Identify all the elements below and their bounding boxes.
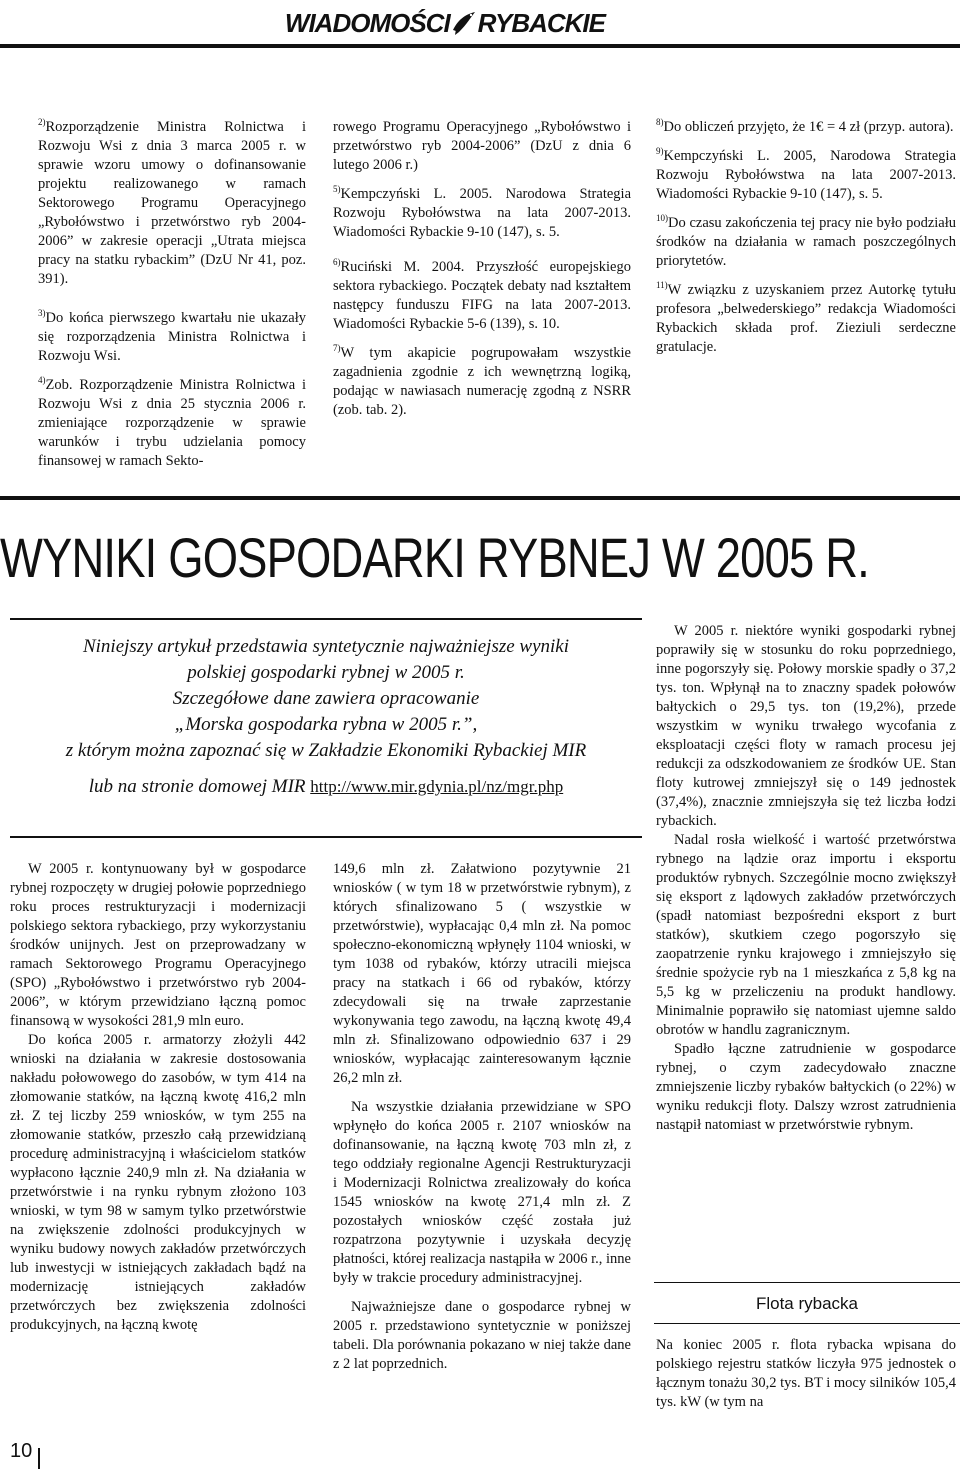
footnote-text: W związku z uzyskaniem przez Autorkę tytułu profesora „belwederskiego” redakcja Wiadomości Rybackich składa prof. Zieziuli serdeczne gratulacje. bbox=[656, 282, 956, 355]
footnote-text: Zob. Rozporządzenie Ministra Rolnictwa i Rozwoju Wsi z dnia 25 stycznia 2006 r. zmieniające rozporządzenie w sprawie warunków i trybu udzielania pomocy finansowej w ramach Sekto- bbox=[38, 377, 306, 469]
sidebar-box-body bbox=[656, 1336, 956, 1422]
paragraph: Na koniec 2005 r. flota rybacka wpisana do polskiego rejestru statków liczyła 975 jednostek o łącznym tonażu 30,2 tys. BT i mocy silników 105,4 tys. kW (w tym na bbox=[656, 1337, 956, 1410]
fish-logo-icon bbox=[450, 8, 478, 36]
footnotes-col-1 bbox=[38, 118, 306, 481]
paragraph: W 2005 r. niektóre wyniki gospodarki rybnej poprawiły się w stosunku do roku poprzedniego, inne pogorszyły się. Połowy morskie spadły o 37,2 tys. ton. Wpłynął na to znaczny spadek połowów bałtyckich o 29,5 tys. ton (19,2%), przede wszystkim w wyniku trwałego wycofania z eksploatacji części floty w ramach procesu jej redukcji za odszkodowaniem ze środków UE. Stan floty kutrowej zmniejszył się o 149 jednostek (37,4%), znacznie zmniejszyła się też liczba łodzi rybackich. bbox=[656, 623, 956, 829]
footnote-10 bbox=[656, 214, 956, 271]
footnote-marker: 3) bbox=[38, 308, 46, 319]
paragraph: W 2005 r. kontynuowany był w gospodarce rybnej rozpoczęty w drugiej połowie poprzedniego roku proces restrukturyzacji i modernizacji polskiego sektora rybackiego, przy wykorzystaniu środków unijnych. Jest on przeprowadzany w ramach Sektorowego Programu Operacyjnego (SPO) „Rybołówstwo i przetwórstwo ryb 2004-2006”, w którym przewidziano łączną pomoc finansową w wysokości 281,9 mln euro. bbox=[10, 861, 306, 1029]
article-col-2 bbox=[333, 860, 631, 1384]
article-col-1 bbox=[10, 860, 306, 1345]
footnote-marker: 2) bbox=[38, 117, 46, 128]
footnote-9 bbox=[656, 147, 956, 204]
footnote-marker: 9) bbox=[656, 146, 664, 157]
intro-line: „Morska gospodarka rybna w 2005 r.”, bbox=[174, 714, 478, 735]
masthead-left: WIADOMOŚCI bbox=[284, 8, 450, 38]
footnote-2 bbox=[38, 118, 306, 289]
footnote-7 bbox=[333, 344, 631, 420]
footnote-text: Do czasu zakończenia tej pracy nie było podziału środków na działania w ramach poszczególnych priorytetów. bbox=[656, 215, 956, 269]
intro-line: Szczegółowe dane zawiera opracowanie bbox=[172, 688, 480, 709]
footnote-4 bbox=[38, 376, 306, 471]
page-number: 10 bbox=[10, 1440, 33, 1462]
paragraph: 149,6 mln zł. Załatwiono pozytywnie 21 wniosków ( w tym 18 w przetwórstwie rybnym), z których sfinalizowano 5 ( wszystkie w przetwórstwie), wypłacając 0,4 mln zł. Na pomoc społeczno-ekonomiczną wpłynęły 1104 wnioski, w tym 1038 od rybaków, którzy utracili miejsca pracy na statkach i 66 od rybaków, którzy zdecydowali się na trwałe zaprzestanie wykonywania tego zawodu, na łączną kwotę 49,4 mln zł. Sfinalizowano odpowiednio 637 i 29 wniosków, wypłacając zainteresowanym łącznie 26,2 mln zł. bbox=[333, 861, 631, 1086]
footnote-marker: 4) bbox=[38, 375, 46, 386]
footnotes-col-2 bbox=[333, 118, 631, 430]
paragraph: Do końca 2005 r. armatorzy złożyli 442 wnioski na działania w zakresie dostosowania nakładu połowowego do zasobów, w tym 414 na złomowanie statków, na łączną kwotę 416,2 mln zł. Z tej liczby 259 wniosków, w tym 255 na złomowanie statków, przeszło całą przewidzianą procedurę administracyjną i właścicielom statków wypłacono łącznie 240,9 mln zł. Na działania w przetwórstwie i na rynku rybnym złożono 103 wnioski, w tym 98 w samym tylko przetwórstwie na zwiększenie zdolności produkcyjnych w wyniku budowy nowych zakładów przetwórczych lub inwestycji w istniejących zakładach bądź na modernizację istniejących zakładów przetwórczych bez zwiększenia zdolności produkcyjnych, na łączną kwotę bbox=[10, 1032, 306, 1333]
paragraph: Najważniejsze dane o gospodarce rybnej w 2005 r. przedstawiono syntetycznie w poniższej tabeli. Dla porównania pokazano w niej także dane z 2 lat poprzednich. bbox=[333, 1299, 631, 1372]
footnote-text: Kempczyński L. 2005. Narodowa Strategia Rozwoju Rybołówstwa na lata 2007-2013. Wiadomości Rybackie 9-10 (147), s. 5. bbox=[333, 186, 631, 240]
paragraph: Spadło łączne zatrudnienie w gospodarce rybnej, o czym zadecydowało znaczne zmniejszenie liczby rybaków bałtyckich (o 22%) w wyniku redukcji floty. Dalszy wzrost zatrudnienia nastąpił natomiast w przetwórstwie rybnym. bbox=[656, 1041, 956, 1133]
paragraph: Nadal rosła wielkość i wartość przetwórstwa rybnego na lądzie oraz importu i eksportu produktów rybnych. Szczególnie mocno zwiększył się eksport z lądowych zakładów przetwórczych (spadł natomiast bezpośredni eksport z burt statków), skutkiem czego pogorszyło się zaopatrzenie rynku krajowego i zmniejszyło się średnie spożycie ryb na 1 mieszkańca z 5,8 kg na 5,5 kg w przeliczeniu na produkt handlowy. Minimalnie poprawiło się natomiast ujemne saldo obrotów w handlu zagranicznym. bbox=[656, 832, 956, 1038]
footnote-marker: 8) bbox=[656, 117, 664, 128]
section-rule bbox=[0, 496, 960, 500]
footnote-text: Ruciński M. 2004. Przyszłość europejskiego sektora rybackiego. Początek debaty nad kształtem następcy funduszu FIFG na lata 2007-2013. Wiadomości Rybackie 5-6 (139), s. 10. bbox=[333, 259, 631, 332]
intro-line: lub na stronie domowej MIR bbox=[88, 776, 306, 797]
masthead-right: RYBACKIE bbox=[477, 8, 605, 38]
footnotes-col-3 bbox=[656, 118, 956, 367]
footnote-3 bbox=[38, 309, 306, 366]
footnote-text: Do obliczeń przyjęto, że 1€ = 4 zł (przyp. autora). bbox=[663, 119, 954, 135]
masthead-logo bbox=[285, 8, 605, 39]
footnote-marker: 7) bbox=[333, 343, 341, 354]
footnote-text: Do końca pierwszego kwartału nie ukazały się rozporządzenia Ministra Rolnictwa i Rozwoju Wsi. bbox=[38, 310, 306, 364]
article-col-3 bbox=[656, 622, 956, 1145]
footnote-marker: 10) bbox=[656, 213, 668, 224]
footer-rule bbox=[38, 1448, 40, 1469]
intro-line: polskiej gospodarki rybnej w 2005 r. bbox=[187, 662, 465, 683]
footnote-8 bbox=[656, 118, 956, 137]
footnote-5 bbox=[333, 185, 631, 242]
footnote-marker: 6) bbox=[333, 257, 341, 268]
footnote-11 bbox=[656, 281, 956, 357]
footnote-text: W tym akapicie pogrupowałam wszystkie zagadnienia zgodnie z ich wewnętrzną logiką, podając w nawiasach numerację zgodną z NSRR (zob. tab. 2). bbox=[333, 345, 631, 418]
mir-link[interactable]: http://www.mir.gdynia.pl/nz/mgr.php bbox=[310, 777, 564, 796]
footnote-marker: 11) bbox=[656, 280, 668, 291]
intro-text bbox=[10, 634, 642, 800]
footnote-text: Rozporządzenie Ministra Rolnictwa i Rozwoju Wsi z dnia 3 marca 2005 r. w sprawie wzoru umowy o dofinansowanie projektu realizowanego w ramach Sektorowego Programu Operacyjnego „Rybołówstwo i przetwórstwo ryb 2004-2006” w zakresie operacji „Utrata miejsca pracy na statku rybackim” (DzU Nr 41, poz. 391). bbox=[38, 119, 306, 287]
header-rule bbox=[0, 44, 960, 48]
sidebar-box-title: Flota rybacka bbox=[755, 1294, 859, 1313]
intro-line: z którym można zapoznać się w Zakładzie Ekonomiki Rybackiej MIR bbox=[65, 740, 587, 761]
footnote-text: Kempczyński L. 2005, Narodowa Strategia Rozwoju Rybołówstwa na lata 2007-2013. Wiadomości Rybackie 9-10 (147), s. 5. bbox=[656, 148, 956, 202]
intro-line: Niniejszy artykuł przedstawia syntetycznie najważniejsze wyniki bbox=[82, 636, 570, 657]
footnote-marker: 5) bbox=[333, 184, 341, 195]
intro-link-line bbox=[10, 774, 642, 800]
footnote-text: rowego Programu Operacyjnego „Rybołówstwo i przetwórstwo ryb 2004-2006” (DzU z dnia 6 lutego 2006 r.) bbox=[333, 119, 631, 173]
paragraph: Na wszystkie działania przewidziane w SPO wpłynęło do końca 2005 r. 2107 wniosków na dofinansowanie, na łączną kwotę 703 mln zł, z tego oddziały regionalne Agencji Restrukturyzacji i Modernizacji Rolnictwa zrealizowały do końca 1545 wniosków na kwotę 271,4 mln zł. Z pozostałych wniosków część została już rozpatrzona pozytywnie i uzyskała decyzję płatności, której realizacja nastąpiła w 2006 r., inne były w trakcie procedury administracyjnej. bbox=[333, 1099, 631, 1286]
footnote-6 bbox=[333, 258, 631, 334]
footnote-4-cont bbox=[333, 118, 631, 175]
article-title: WYNIKI GOSPODARKI RYBNEJ W 2005 R. bbox=[0, 526, 869, 589]
